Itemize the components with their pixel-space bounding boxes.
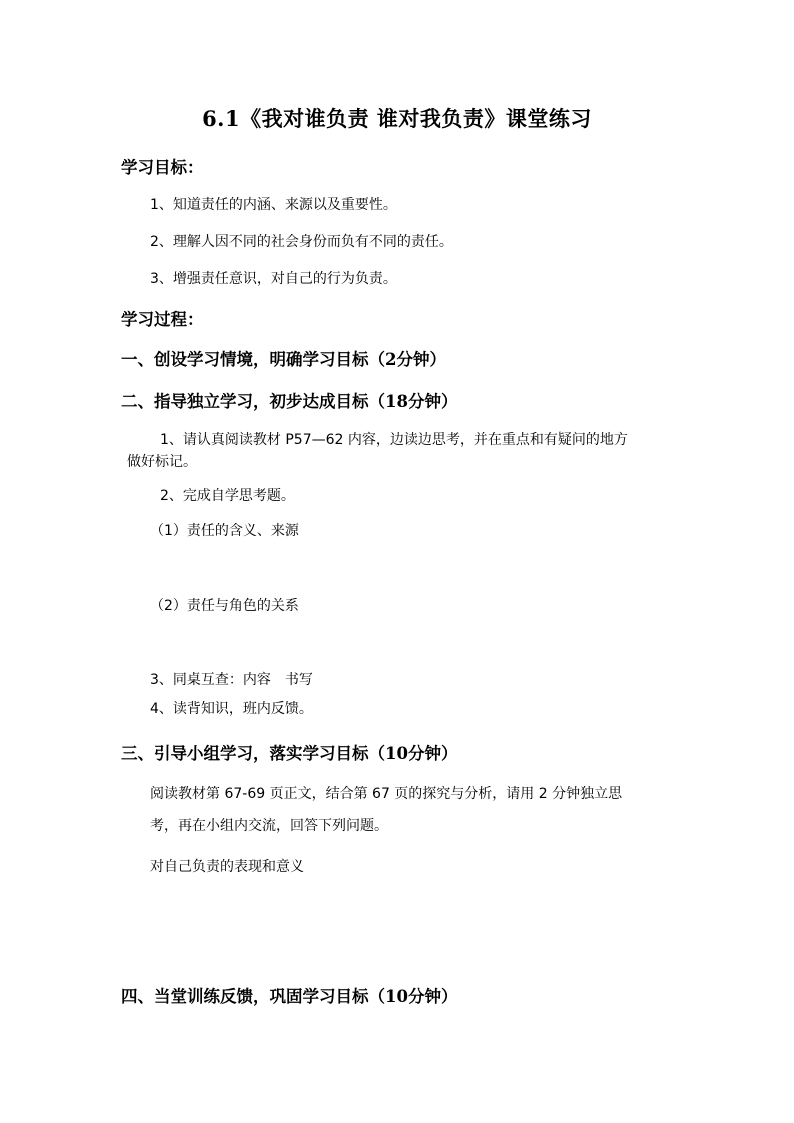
section-2-item-2: 2、完成自学思考题。 <box>160 488 295 504</box>
section-2-item-4: 4、读背知识，班内反馈。 <box>150 701 313 717</box>
section-4-heading: 四、当堂训练反馈，巩固学习目标（10分钟） <box>121 987 458 1006</box>
section-2-item-1-line-1: 1、请认真阅读教材 P57—62 内容，边读边思考，并在重点和有疑问的地方 <box>160 432 628 448</box>
section-3-heading: 三、引导小组学习，落实学习目标（10分钟） <box>121 744 458 763</box>
section-2-item-1-line-2: 做好标记。 <box>127 454 197 470</box>
goal-item-2: 2、理解人因不同的社会身份而负有不同的责任。 <box>150 234 453 250</box>
question-1: （1）责任的含义、来源 <box>150 523 299 539</box>
process-heading: 学习过程： <box>121 310 204 329</box>
question-2: （2）责任与角色的关系 <box>150 598 299 614</box>
page-title: 6.1《我对谁负责 谁对我负责》课堂练习 <box>202 106 592 131</box>
goal-item-3: 3、增强责任意识，对自己的行为负责。 <box>150 271 397 287</box>
section-2-item-3: 3、同桌互查：内容 书写 <box>150 672 313 688</box>
section-2-heading: 二、指导独立学习，初步达成目标（18分钟） <box>121 392 458 411</box>
goals-heading: 学习目标： <box>121 158 204 177</box>
goal-item-1: 1、知道责任的内涵、来源以及重要性。 <box>150 197 397 213</box>
section-3-question: 对自己负责的表现和意义 <box>150 859 304 875</box>
section-1-heading: 一、创设学习情境，明确学习目标（2分钟） <box>121 350 446 369</box>
section-3-paragraph-line-2: 考，再在小组内交流，回答下列问题。 <box>150 818 388 834</box>
section-3-paragraph-line-1: 阅读教材第 67-69 页正文，结合第 67 页的探究与分析，请用 2 分钟独立思 <box>150 786 623 802</box>
